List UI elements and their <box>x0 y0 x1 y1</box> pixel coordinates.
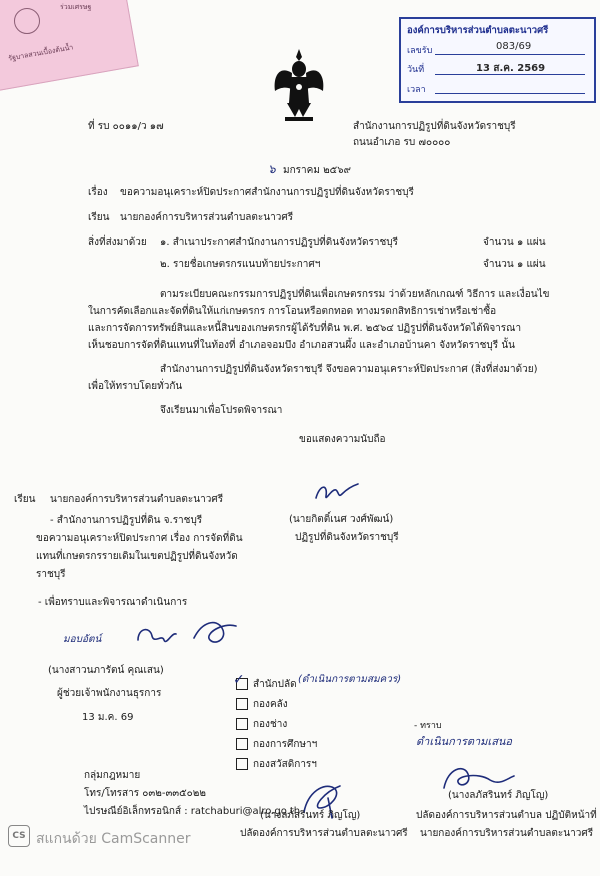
date-day: ๖ <box>268 162 276 176</box>
memo-title: ผู้ช่วยเจ้าพนักงานธุรการ <box>57 688 162 699</box>
enclosure-label: สิ่งที่ส่งมาด้วย <box>88 237 147 248</box>
right-memo-title-2: นายกองค์การบริหารส่วนตำบลตะนาวศรี <box>420 828 594 839</box>
memo-line-3: แทนที่เกษตรกรรายเดิมในเขตปฏิรูปที่ดินจังหวัด <box>36 551 238 562</box>
memo-date: 13 ม.ค. 69 <box>82 712 134 723</box>
routing-option-2: กองคลัง <box>253 699 288 710</box>
memo-name: (นางสาวนภารัตน์ คุณเสน) <box>48 665 164 676</box>
right-memo-label: - ทราบ <box>414 721 442 731</box>
checkmark-icon: ✓ <box>233 672 245 688</box>
office-name: สำนักงานการปฏิรูปที่ดินจังหวัดราชบุรี <box>353 121 516 132</box>
routing-option-5: กองสวัสดิการฯ <box>253 759 317 770</box>
memo-to: นายกองค์การบริหารส่วนตำบลตะนาวศรี <box>50 494 224 505</box>
corner-tag-text: รัฐบาลสวนเบื้องต้นน้ำ <box>7 43 74 63</box>
right-memo-name: (นางลภัสรินทร์ ภิญโญ) <box>448 790 549 801</box>
checkbox-finance-division[interactable] <box>236 698 248 710</box>
to-text: นายกองค์การบริหารส่วนตำบลตะนาวศรี <box>120 212 294 223</box>
routing-hand-note: (ดำเนินการตามสมควร) <box>298 674 402 685</box>
camscanner-logo-icon: CS <box>8 825 30 847</box>
memo-line-2: ขอความอนุเคราะห์ปิดประกาศ เรื่อง การจัดที่ดิน <box>36 533 243 544</box>
subject-text: ขอความอนุเคราะห์ปิดประกาศสำนักงานการปฏิรูปที่ดินจังหวัดราชบุรี <box>120 187 414 198</box>
garuda-emblem-icon <box>271 47 327 123</box>
stamp-time-label: เวลา <box>407 85 426 95</box>
stamp-title: องค์การบริหารส่วนตำบลตะนาวศรี <box>407 25 549 36</box>
seal-icon <box>14 8 40 34</box>
enclosure-2-qty: จำนวน ๑ แผ่น <box>483 259 546 270</box>
paragraph-1-line-4: เห็นชอบการจัดที่ดินแทนที่ในท้องที่ อำเภอจอมบึง อำเภอสวนผึ้ง และอำเภอบ้านคา จังหวัดราชบุรี นั้น <box>88 340 516 351</box>
paragraph-1-line-3: และการจัดการทรัพย์สินและหนี้สินของเกษตรกรผู้ได้รับที่ดิน พ.ศ. ๒๕๖๔ ปฏิรูปที่ดินจังหวัดได้พิจารณา <box>88 323 522 334</box>
memo-line-5: - เพื่อทราบและพิจารณาดำเนินการ <box>38 597 188 608</box>
date-month-year: มกราคม ๒๕๖๙ <box>283 165 351 176</box>
camscanner-watermark: สแกนด้วย CamScanner <box>36 831 191 847</box>
memo-to-label: เรียน <box>14 494 36 505</box>
contact-phone: โทร/โทรสาร ๐๓๒-๓๓๕๐๒๒ <box>84 788 206 799</box>
enclosure-2: ๒. รายชื่อเกษตรกรแนบท้ายประกาศฯ <box>160 259 321 270</box>
stamp-recv-value: 083/69 <box>496 41 532 52</box>
subject-label: เรื่อง <box>88 187 108 198</box>
enclosure-1: ๑. สำเนาประกาศสำนักงานการปฏิรูปที่ดินจังหวัดราชบุรี <box>160 237 399 248</box>
stamp-date-value: 13 ส.ค. 2569 <box>476 63 546 74</box>
paragraph-1-line-2: ในการคัดเลือกและจัดที่ดินให้แก่เกษตรกร การโอนหรือตกทอด ทางมรดกสิทธิการเช่าหรือเช่าซื้อ <box>88 306 497 317</box>
routing-option-1: สำนักปลัด <box>253 679 297 690</box>
signer-title: ปฏิรูปที่ดินจังหวัดราชบุรี <box>295 532 399 543</box>
stamp-date-label: วันที่ <box>407 65 425 75</box>
signer-name: (นายกิตติ์เนศ วงศ์พัฒน์) <box>289 514 394 525</box>
checkbox-welfare-division[interactable] <box>236 758 248 770</box>
memo-hand-note: มอบอัตน์ <box>63 634 102 645</box>
memo-line-4: ราชบุรี <box>36 569 66 580</box>
paragraph-2-line-2: เพื่อให้ทราบโดยทั่วกัน <box>88 381 183 392</box>
closing-text: ขอแสดงความนับถือ <box>299 434 386 445</box>
routing-title: ปลัดองค์การบริหารส่วนตำบลตะนาวศรี <box>240 828 408 839</box>
clerk-signature-icon <box>132 612 242 652</box>
routing-option-3: กองช่าง <box>253 719 288 730</box>
office-address: ถนนอำเภอ รบ ๗๐๐๐๐ <box>353 137 451 148</box>
corner-tag-top: ร่วมเศรษฐ <box>60 3 92 11</box>
receipt-stamp <box>399 17 596 103</box>
paragraph-2-line-1: สำนักงานการปฏิรูปที่ดินจังหวัดราชบุรี จึงขอความอนุเคราะห์ปิดประกาศ (สิ่งที่ส่งมาด้วย) <box>160 364 538 375</box>
checkbox-education-division[interactable] <box>236 738 248 750</box>
routing-option-4: กองการศึกษาฯ <box>253 739 318 750</box>
to-label: เรียน <box>88 212 110 223</box>
director-signature-icon <box>312 480 362 506</box>
paragraph-1-line-1: ตามระเบียบคณะกรรมการปฏิรูปที่ดินเพื่อเกษตรกรรม ว่าด้วยหลักเกณฑ์ วิธีการ และเงื่อนไข <box>160 289 550 300</box>
contact-group: กลุ่มกฎหมาย <box>84 770 141 781</box>
routing-name: (นางลภัสรินทร์ ภิญโญ) <box>260 810 361 821</box>
document-number: ที่ รบ ๐๐๑๑/ว ๑๗ <box>88 121 164 132</box>
right-memo-hand-note: ดำเนินการตามเสนอ <box>416 735 513 748</box>
right-memo-title-1: ปลัดองค์การบริหารส่วนตำบล ปฏิบัติหน้าที่ <box>416 810 597 821</box>
checkbox-engineering-division[interactable] <box>236 718 248 730</box>
enclosure-1-qty: จำนวน ๑ แผ่น <box>483 237 546 248</box>
memo-line-1: - สำนักงานการปฏิรูปที่ดิน จ.ราชบุรี <box>50 515 203 526</box>
stamp-recv-label: เลขรับ <box>407 46 433 56</box>
contact-email: ไปรษณีย์อิเล็กทรอนิกส์ : ratchaburi@alro.go.th <box>84 806 301 817</box>
paragraph-3: จึงเรียนมาเพื่อโปรดพิจารณา <box>160 405 283 416</box>
